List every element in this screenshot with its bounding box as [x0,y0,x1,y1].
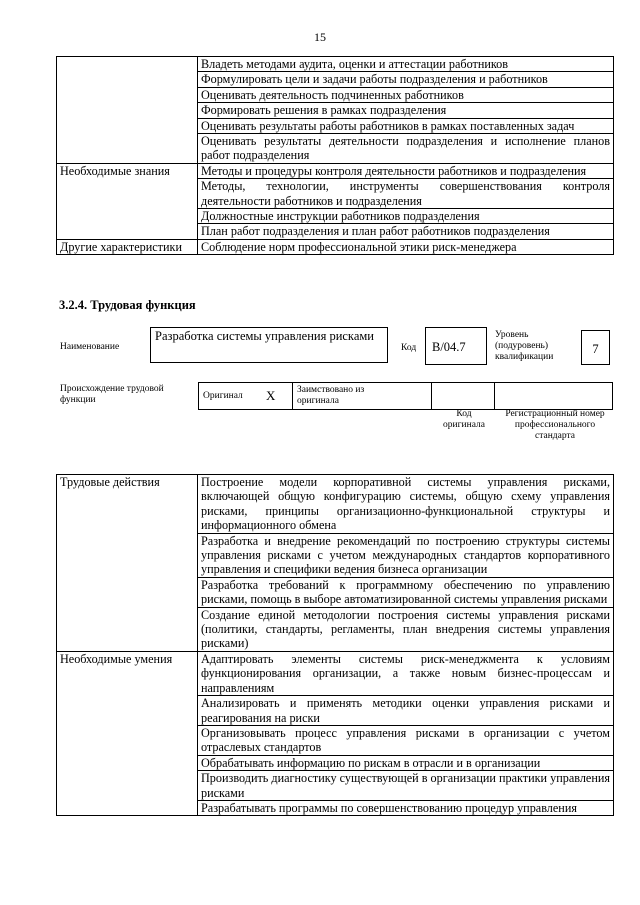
code-box [425,327,487,365]
row-label [57,57,198,164]
reg-number-caption: Регистрационный номер профессионального стандарта [505,409,605,441]
table-cell: Оценивать результаты работы работников в рамках поставленных задач [198,118,614,133]
original-label: Оригинал [203,391,243,401]
level-box [581,330,610,365]
row-label-other: Другие характеристики [57,239,198,254]
table-cell: Производить диагностику существующей в организации практики управления рисками [198,771,614,801]
code-label: Код [401,343,417,353]
table-cell: Формулировать цели и задачи работы подразделения и работников [198,72,614,87]
table-cell: Анализировать и применять методики оценки управления рисками и реагирования на риски [198,696,614,726]
level-value: 7 [592,342,599,356]
labor-function-table [56,474,614,816]
table-cell: Организовывать процесс управления рисками в организации с учетом отраслевых стандартов [198,725,614,755]
borrowed-label: Заимствовано из оригинала [297,385,365,406]
code-original-cell [431,382,495,410]
table-cell: Оценивать деятельность подчиненных работников [198,87,614,102]
table-cell: Должностные инструкции работников подразделения [198,209,614,224]
row-label-skills: Необходимые умения [57,651,198,815]
borrowed-cell [292,382,432,410]
table-cell: Владеть методами аудита, оценки и аттестации работников [198,57,614,72]
name-label: Наименование [60,342,120,352]
row-label-knowledge: Необходимые знания [57,163,198,239]
competency-table-top [56,56,614,255]
table-cell: План работ подразделения и план работ работников подразделения [198,224,614,239]
table-cell: Адаптировать элементы системы риск-менеджмента к условиям функционирования организации, а также новым бизнес-процессам и направлениям [198,651,614,695]
table-cell: Создание единой методологии построения системы управления рисками (политики, стандарты, регламенты, план внедрения системы управления рисками) [198,607,614,651]
table-cell: Формировать решения в рамках подразделения [198,103,614,118]
original-cell [198,382,293,410]
level-label: Уровень (подуровень) квалификации [495,330,554,362]
page-number: 15 [314,30,326,44]
section-title: 3.2.4. Трудовая функция [59,298,196,312]
reg-number-cell [494,382,613,410]
table-cell: Разработка и внедрение рекомендаций по построению структуры системы управления рисками с учетом международных стандартов корпоративного управления и специфики ведения бизнеса организации [198,533,614,577]
table-cell: Методы и процедуры контроля деятельности работников и подразделения [198,163,614,178]
origin-label: Происхождение трудовой функции [60,384,164,405]
table-cell: Оценивать результаты деятельности подразделения и исполнение планов работ подразделения [198,134,614,164]
function-name-box [150,327,388,363]
function-name-value: Разработка системы управления рисками [155,329,374,343]
row-label-actions: Трудовые действия [57,475,198,652]
table-cell: Построение модели корпоративной системы управления рисками, включающей общую конфигурацию системы, общую схему управления рисками, принципы организационно-функциональной структуры и информационного обмена [198,475,614,534]
table-cell: Обрабатывать информацию по рискам в отрасли и в организации [198,755,614,770]
table-cell: Разработка требований к программному обеспечению по управлению рисками, помощь в выборе автоматизированной системы управления рисками [198,577,614,607]
table-cell: Соблюдение норм профессиональной этики риск-менеджера [198,239,614,254]
code-value: B/04.7 [432,340,466,354]
table-cell: Разрабатывать программы по совершенствованию процедур управления [198,800,614,815]
code-original-caption: Код оригинала [443,409,485,430]
original-mark: X [266,388,276,403]
table-cell: Методы, технологии, инструменты совершенствования контроля деятельности работников и подразделения [198,179,614,209]
